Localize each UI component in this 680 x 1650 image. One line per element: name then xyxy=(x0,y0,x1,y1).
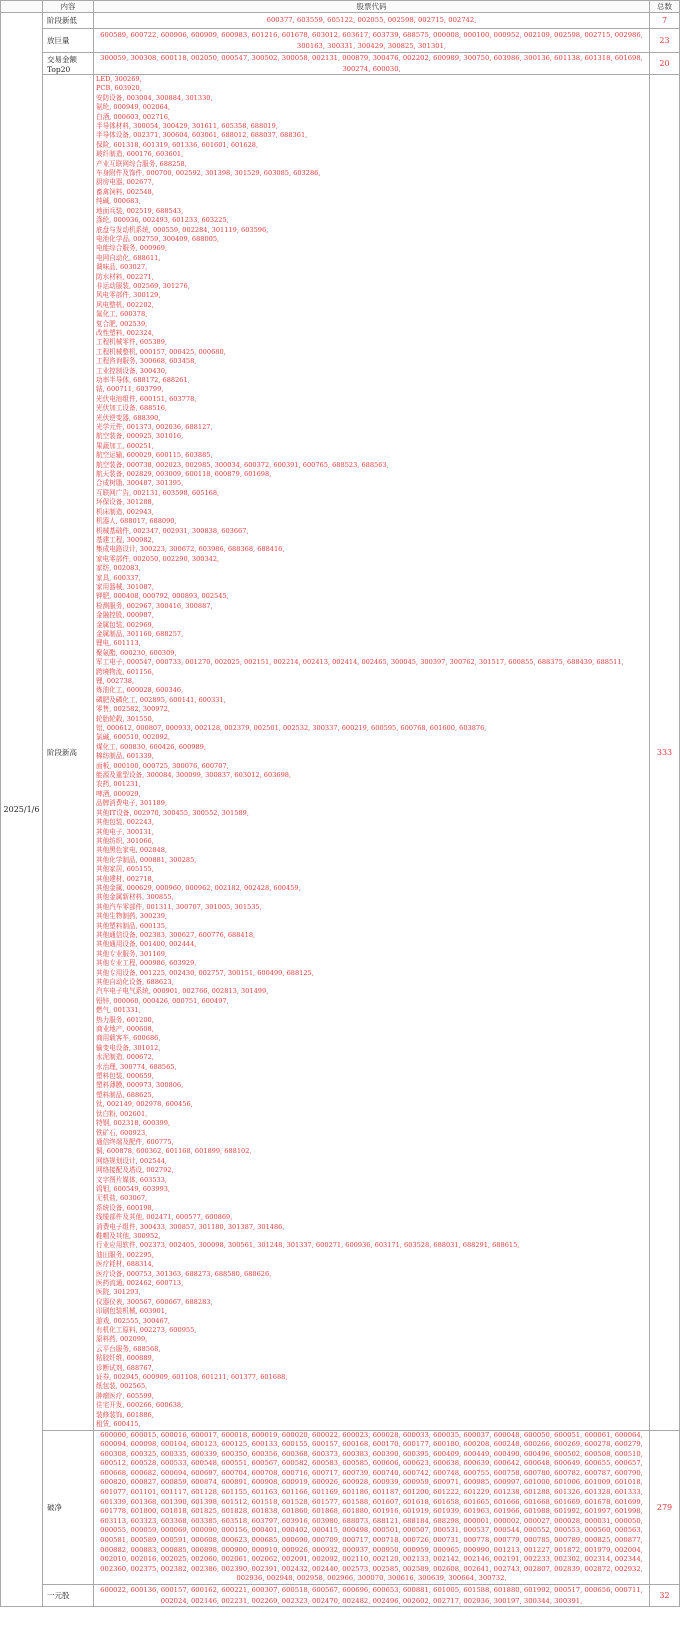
sector-line: 互联网广告, 002131, 603598, 605168, xyxy=(96,488,220,497)
sector-line: 功率半导体, 688172, 688261, xyxy=(96,376,190,384)
sector-line: 半导体材料, 300054, 300429, 301611, 605358, 688019, xyxy=(96,122,278,131)
sector-line: 复合肥, 002539, xyxy=(96,319,148,328)
row-type: 阶段新低 xyxy=(43,13,94,29)
sector-line: 其他家居, 605155, xyxy=(96,865,154,874)
sector-line: 金融控股, 000987, xyxy=(96,611,154,620)
sector-line: 钛白粉, 002601, xyxy=(96,1109,148,1118)
sector-line: LED, 300269, xyxy=(96,75,142,83)
sector-line: 其他纺织, 301066, xyxy=(96,836,154,845)
sector-line: 铅锌, 000060, 000426, 000751, 600497, xyxy=(96,996,229,1005)
sector-line: 网络接配及塔设, 002792, xyxy=(96,1166,174,1175)
sector-line: 棉纺制品, 601339, xyxy=(96,752,154,761)
sector-line: 光伏电池组件, 600151, 603778, xyxy=(96,394,197,403)
sector-line: 其他电子, 300131, xyxy=(96,827,154,836)
sector-line: 其他专业服务, 301169, xyxy=(96,949,168,958)
sector-line: 其他金属, 000629, 000960, 000962, 002182, 002428, 600459, xyxy=(96,883,301,892)
sector-line: 租赁, 600415, xyxy=(96,1420,141,1429)
header-content: 内容 xyxy=(43,1,94,13)
sector-line: 钛, 002149, 002978, 600456, xyxy=(96,1100,193,1109)
sector-line: 钾肥, 000408, 000792, 000893, 002545, xyxy=(96,592,229,601)
sector-line: 风电零部件, 300129, xyxy=(96,291,161,300)
table-row xyxy=(1,1585,680,1607)
sector-line: 原料药, 002099, xyxy=(96,1335,148,1344)
sector-line: 氨纶, 000949, 002064, xyxy=(96,103,171,112)
sector-line: 底盘与发动机系统, 000559, 002284, 301119, 603596, xyxy=(96,225,269,234)
sector-line: 航空装备, 000925, 301016, xyxy=(96,432,184,441)
row-count: 279 xyxy=(650,1430,680,1585)
sector-line: 农药, 001231, xyxy=(96,780,141,789)
sector-line: 住宅开发, 600266, 600638, xyxy=(96,1401,184,1410)
sector-line: 畜禽饲料, 002548, xyxy=(96,187,154,196)
sector-line: 工程机械整机, 000157, 000425, 000680, xyxy=(96,347,226,356)
sector-line: 厨房电器, 002677, xyxy=(96,178,154,187)
sector-line: 基建工程, 300982, xyxy=(96,535,154,544)
sector-line: 其他自动化设备, 688623, xyxy=(96,978,174,986)
sector-line: 机床制造, 002943, xyxy=(96,507,154,516)
sector-line: 其他建材, 002718, xyxy=(96,874,154,883)
sector-line: 钨钼, 600549, 603993, xyxy=(96,1184,171,1193)
sector-line: 啤酒, 000929, xyxy=(96,789,141,798)
sector-line: 其他包装, 002243, xyxy=(96,818,154,827)
sector-line: 跨境物流, 601156, xyxy=(96,667,154,676)
sector-line: 诊断试剂, 688767, xyxy=(96,1363,154,1372)
sector-line: 通信终端及配件, 600775, xyxy=(96,1137,174,1146)
header-total: 总数 xyxy=(650,1,680,13)
row-codes: 600022, 600136, 600157, 600162, 600221, 600307, 600518, 600567, 600696, 600653, 600881, 601005, 601588, 601880, 601992, 000517, 000656, 000711, 002024, 002146, 002231, 002269, 002323, 002470, 002482, 002496, 002602, 002717, 002936, 300197, 300344, 300391, xyxy=(94,1585,650,1607)
sector-line: 塑料制品, 688625, xyxy=(96,1090,154,1099)
sector-line: 调味品, 603027, xyxy=(96,263,148,272)
sector-line: 医疗耗材, 688314, xyxy=(96,1260,154,1269)
sector-line: 家电零部件, 002050, 002290, 300342, xyxy=(96,554,220,563)
sector-line: 电池化学品, 002759, 300409, 688005, xyxy=(96,234,220,243)
sector-line: 消费电子组件, 300433, 300857, 301180, 301387, 301486, xyxy=(96,1222,285,1231)
sector-line: 仪器仪表, 300567, 600667, 688283, xyxy=(96,1297,213,1306)
sector-line: 鞋帽及其他, 300952, xyxy=(96,1231,161,1240)
sector-line: 磷肥及磷化工, 002895, 600141, 600331, xyxy=(96,695,226,704)
sector-line: 非运动服装, 002569, 301276, xyxy=(96,281,190,290)
sector-line: 工程机械零件, 605389, xyxy=(96,338,168,347)
sector-line: 电能综合服务, 000969, xyxy=(96,244,168,253)
sector-list xyxy=(94,75,650,1431)
sector-line: 聚氨酯, 600230, 600309, xyxy=(96,648,177,657)
sector-line: 白酒, 000603, 002716, xyxy=(96,112,171,121)
sector-line: 家用器械, 301087, xyxy=(96,582,154,591)
sector-line: 医疗设备, 000753, 301363, 688273, 688580, 688626, xyxy=(96,1269,272,1278)
sector-line: 航空运输, 600029, 600115, 603885, xyxy=(96,451,213,460)
sector-line: 装修装饰, 601886, xyxy=(96,1410,154,1419)
sector-line: 纸包装, 002565, xyxy=(96,1382,148,1391)
sector-line: 线缆部件及其他, 002471, 600577, 600869, xyxy=(96,1213,233,1222)
row-count: 7 xyxy=(650,13,680,29)
table-row xyxy=(1,1430,680,1585)
sector-line: 工程咨询服务, 300668, 603458, xyxy=(96,357,197,366)
sector-line: 军工电子, 000547, 000733, 001270, 002025, 002151, 002214, 002413, 002414, 002465, 300045, 300397, 300762, 301517, 600855, 688375, 688439, 688511, xyxy=(96,658,624,667)
sector-line: 能源及重型设备, 300084, 300099, 300837, 603012, 603698, xyxy=(96,771,292,780)
sector-line: 其他IT设备, 002970, 300455, 300552, 301589, xyxy=(96,808,249,817)
sector-line: 其他汽车零部件, 001311, 300707, 301005, 301535, xyxy=(96,902,262,911)
sector-line: 煤化工, 600830, 600426, 600989, xyxy=(96,742,206,751)
sector-line: 环保设备, 301288, xyxy=(96,498,154,507)
sector-line: 水泥制造, 000672, xyxy=(96,1053,154,1062)
row-count: 333 xyxy=(650,75,680,1431)
sector-line: 其他通信设备, 002383, 300627, 600776, 688418, xyxy=(96,930,256,939)
sector-line: 特钢, 002318, 600399, xyxy=(96,1119,171,1128)
row-codes: 300059, 300308, 600118, 002050, 000547, 300502, 300058, 002131, 000879, 300476, 002202, 600989, 300750, 603986, 300136, 601138, 601318, 601698, 300274, 600030, xyxy=(94,53,650,75)
sector-line: 文字图片媒体, 603533, xyxy=(96,1175,168,1184)
sector-line: 机器人, 688017, 688090, xyxy=(96,517,177,526)
sector-line: 粘胶纤维, 600889, xyxy=(96,1354,154,1363)
sector-line: 其他黑色家电, 002848, xyxy=(96,846,168,855)
sector-line: 光伏逆变器, 688390, xyxy=(96,413,161,422)
row-count: 32 xyxy=(650,1585,680,1607)
header-row xyxy=(1,1,680,13)
sector-line: 集成电路设计, 300223, 300672, 603986, 688368, 688416, xyxy=(96,545,285,554)
sector-line: 产业互联网综合服务, 688258, xyxy=(96,159,187,168)
sector-line: 家纺, 002083, xyxy=(96,564,141,573)
sector-line: 无机盐, 603067, xyxy=(96,1194,148,1203)
sector-line: 塑料包装, 000659, xyxy=(96,1072,154,1081)
sector-line: 安防设备, 003004, 300884, 301330, xyxy=(96,93,213,102)
sector-line: 其他塑料制品, 600135, xyxy=(96,921,168,930)
sector-line: 其他生物制药, 300239, xyxy=(96,912,168,921)
sector-line: 汽车电子电气系统, 000901, 002766, 002813, 301499, xyxy=(96,987,269,996)
sector-line: 光学元件, 001373, 002036, 688127, xyxy=(96,423,213,432)
sector-line: 网络规划设计, 002544, xyxy=(96,1156,168,1165)
header-codes: 股票代码 xyxy=(94,1,650,13)
sector-line: 热力服务, 601200, xyxy=(96,1015,154,1024)
sector-line: 其他金属新材料, 300855, xyxy=(96,893,174,902)
sector-line: 钴, 600711, 603799, xyxy=(96,385,164,394)
sector-line: 金属制品, 301160, 688257, xyxy=(96,629,184,638)
sector-line: 检测服务, 002967, 300416, 300887, xyxy=(96,601,213,610)
sector-line: 锂, 002738, xyxy=(96,677,135,685)
sector-line: 家具, 600337, xyxy=(96,573,141,582)
sector-line: 改性塑料, 002324, xyxy=(96,328,154,337)
sector-line: 半导体设备, 002371, 300604, 603061, 688012, 688037, 688361, xyxy=(96,131,308,140)
sector-line: 输变电设备, 301012, xyxy=(96,1043,161,1052)
sector-line: 商业地产, 000608, xyxy=(96,1025,154,1034)
sector-line: 医院, 301293, xyxy=(96,1288,141,1297)
sector-line: 地面兵装, 002519, 688543, xyxy=(96,206,184,215)
sector-line: 纯碱, 000683, xyxy=(96,197,141,206)
sector-line: 合成树脂, 300487, 301395, xyxy=(96,479,184,488)
sector-line: 机械基础件, 002347, 002931, 300838, 603667, xyxy=(96,526,249,535)
sector-line: 轮胎轮毂, 301550, xyxy=(96,714,154,723)
row-type: 阶段新高 xyxy=(43,75,94,1431)
sector-line: 商用载客车, 600686, xyxy=(96,1034,161,1043)
sector-line: 品牌消费电子, 301189, xyxy=(96,799,168,808)
sector-line: 系统设备, 600198, xyxy=(96,1203,154,1212)
sector-line: 面板, 000100, 000725, 300076, 600707, xyxy=(96,761,229,770)
sector-line: 铁矿石, 600923, xyxy=(96,1128,148,1137)
row-codes: 600000, 600015, 600016, 600017, 600018, 600019, 600020, 600022, 600023, 600028, 600033, 600035, 600037, 600048, 600050, 600051, 600061, 600064, 600094, 600098, 600104, 600123, 600125, 600133, 600155, 600157, 600168, 600170, 600177, 600180, 600208, 600248, 600266, 600269, 600278, 600279, 600308, 600325, 600335, 600339, 600350, 600356, 600368, 600373, 600383, 600390, 600395, 600409, 600449, 600490, 600496, 600502, 600508, 600510, 600512, 600528, 600533, 600548, 600551, 600567, 600582, 600583, 600585, 600606, 600623, 600638, 600639, 600642, 600648, 600649, 600655, 600657, 600668, 600682, 600694, 600697, 600704, 600708, 600716, 600717, 600739, 600740, 600742, 600748, 600755, 600758, 600780, 600782, 600787, 600790, 600820, 600827, 600859, 600874, 600891, 600908, 600919, 600926, 600928, 600939, 600959, 600971, 600985, 600997, 601000, 601006, 601009, 601018, 601077, 601101, 601117, 601128, 601155, 601163, 601166, 601169, 601186, 601187, 601200, 601222, 601229, 601238, 601288, 601326, 601328, 601333, 601339, 601368, 601390, 601398, 601512, 601518, 601528, 601577, 601588, 601607, 601618, 601658, 601665, 601666, 601668, 601669, 601678, 601699, 601778, 601800, 601818, 601825, 601828, 601838, 601860, 601868, 601880, 601916, 601919, 601939, 601963, 601966, 601988, 601992, 601997, 601998, 603113, 603323, 603368, 603385, 603518, 603797, 603916, 603980, 688073, 688121, 688184, 688298, 000001, 000002, 000027, 000028, 000031, 000050, 000055, 000059, 000069, 000090, 000156, 000401, 000402, 000415, 000498, 000501, 000507, 000531, 000537, 000544, 000552, 000553, 000560, 000563, 000581, 000589, 000591, 000608, 000623, 000685, 000690, 000709, 000717, 000718, 000726, 000731, 000778, 000779, 000785, 000789, 000825, 000877, 000882, 000883, 000885, 000898, 000900, 000910, 000926, 000932, 000937, 000950, 000959, 000965, 000990, 001213, 001227, 001872, 001979, 002004, 002010, 002016, 002025, 002060, 002061, 002062, 002091, 002092, 002110, 002120, 002133, 002142, 002146, 002191, 002233, 002302, 002314, 002344, 002360, 002375, 002382, 002386, 002390, 002391, 002432, 002440, 002573, 002585, 002589, 002608, 002641, 002743, 002807, 002839, 002872, 002932, 002936, 002948, 002958, 002966, 300070, 300616, 300639, 300664, 300732, xyxy=(94,1430,650,1585)
sector-line: 燃气, 001331, xyxy=(96,1006,141,1015)
table-row xyxy=(1,29,680,53)
sector-line: 其他化学制品, 000881, 300285, xyxy=(96,855,197,864)
sector-line: 印刷包装机械, 603901, xyxy=(96,1307,168,1316)
sector-line: 其他通用设备, 001400, 002444, xyxy=(96,940,197,949)
row-count: 23 xyxy=(650,29,680,53)
sector-line: 电网自动化, 688611, xyxy=(96,253,161,262)
sector-line: 肿瘤医疗, 605599, xyxy=(96,1391,154,1400)
sector-line: 果蔬加工, 600251, xyxy=(96,441,154,450)
sector-line: 证券, 002945, 600909, 601108, 601211, 601377, 601688, xyxy=(96,1373,288,1382)
sector-line: 航空装备, 000738, 002023, 002985, 300034, 600372, 600391, 600765, 688523, 688563, xyxy=(96,460,389,469)
sector-line: 涤纶, 000936, 002493, 601233, 603225, xyxy=(96,216,229,225)
sector-line: 工业控制设备, 300430, xyxy=(96,366,168,375)
row-count: 20 xyxy=(650,53,680,75)
sector-line: 金属包装, 002969, xyxy=(96,620,154,629)
sector-line: 氟化工, 600378, xyxy=(96,310,148,319)
sector-line: 锂电, 601113, xyxy=(96,639,141,648)
sector-line: 车身附件及饰件, 000700, 002592, 301398, 301529, 603085, 603286, xyxy=(96,169,321,178)
header-blank xyxy=(1,1,43,13)
sector-line: 其他专用设备, 001225, 002430, 002757, 300151, 600499, 688125, xyxy=(96,968,314,977)
sector-line: 炼油化工, 600028, 600346, xyxy=(96,686,184,695)
sector-line: 云平台服务, 688568, xyxy=(96,1344,161,1353)
row-codes: 600589, 600722, 600906, 600909, 600983, 601216, 601678, 603012, 603617, 603739, 688575, 000008, 000100, 000952, 002109, 002598, 002715, 002986, 300163, 300331, 300429, 300825, 301301, xyxy=(94,29,650,53)
sector-line: 铜, 600878, 600362, 601168, 601899, 688102, xyxy=(96,1147,252,1156)
sector-line: 油田服务, 002295, xyxy=(96,1250,154,1259)
row-codes: 600377, 603559, 605122, 002055, 002598, 002715, 002742, xyxy=(94,13,650,29)
row-type: 一元股 xyxy=(43,1585,94,1607)
sector-line: 游戏, 002555, 300467, xyxy=(96,1316,171,1325)
table-row xyxy=(1,53,680,75)
sector-line: PCB, 603920, xyxy=(96,84,142,93)
sector-line: 零售, 002582, 300972, xyxy=(96,705,171,714)
sector-line: 氯碱, 600510, 002092, xyxy=(96,733,171,742)
table-row xyxy=(1,75,680,1431)
sector-line: 其他专业工程, 000986, 603929, xyxy=(96,959,197,968)
date-cell: 2025/1/6 xyxy=(1,13,43,1607)
row-type: 交易金额Top20 xyxy=(43,53,94,75)
sector-line: 风电整机, 002202, xyxy=(96,300,154,309)
sector-line: 塑料薄膜, 000973, 300806, xyxy=(96,1081,184,1090)
sector-line: 玻纤制造, 600176, 603601, xyxy=(96,150,184,159)
sector-line: 有机化工原料, 002273, 600955, xyxy=(96,1326,197,1335)
sector-line: 铝, 000612, 000807, 000933, 002128, 002379, 002501, 002532, 300337, 600219, 600595, 600768, 601600, 603876, xyxy=(96,724,487,733)
row-type: 破净 xyxy=(43,1430,94,1585)
sector-line: 航天装备, 002829, 003009, 600118, 600879, 601698, xyxy=(96,470,272,479)
sector-line: 水治理, 300774, 688565, xyxy=(96,1062,177,1071)
row-type: 放巨量 xyxy=(43,29,94,53)
table-row xyxy=(1,13,680,29)
sector-line: 防水材料, 002271, xyxy=(96,272,154,281)
sector-line: 光伏加工设备, 688516, xyxy=(96,404,168,413)
sector-line: 医药流通, 002462, 600713, xyxy=(96,1279,184,1287)
sector-line: 行业应用软件, 002373, 002405, 300098, 300561, 301248, 301337, 600271, 600936, 603171, 603528, 688031, 688291, 688615, xyxy=(96,1241,520,1250)
sector-line: 保险, 601318, 601319, 601336, 601601, 601628, xyxy=(96,140,259,149)
